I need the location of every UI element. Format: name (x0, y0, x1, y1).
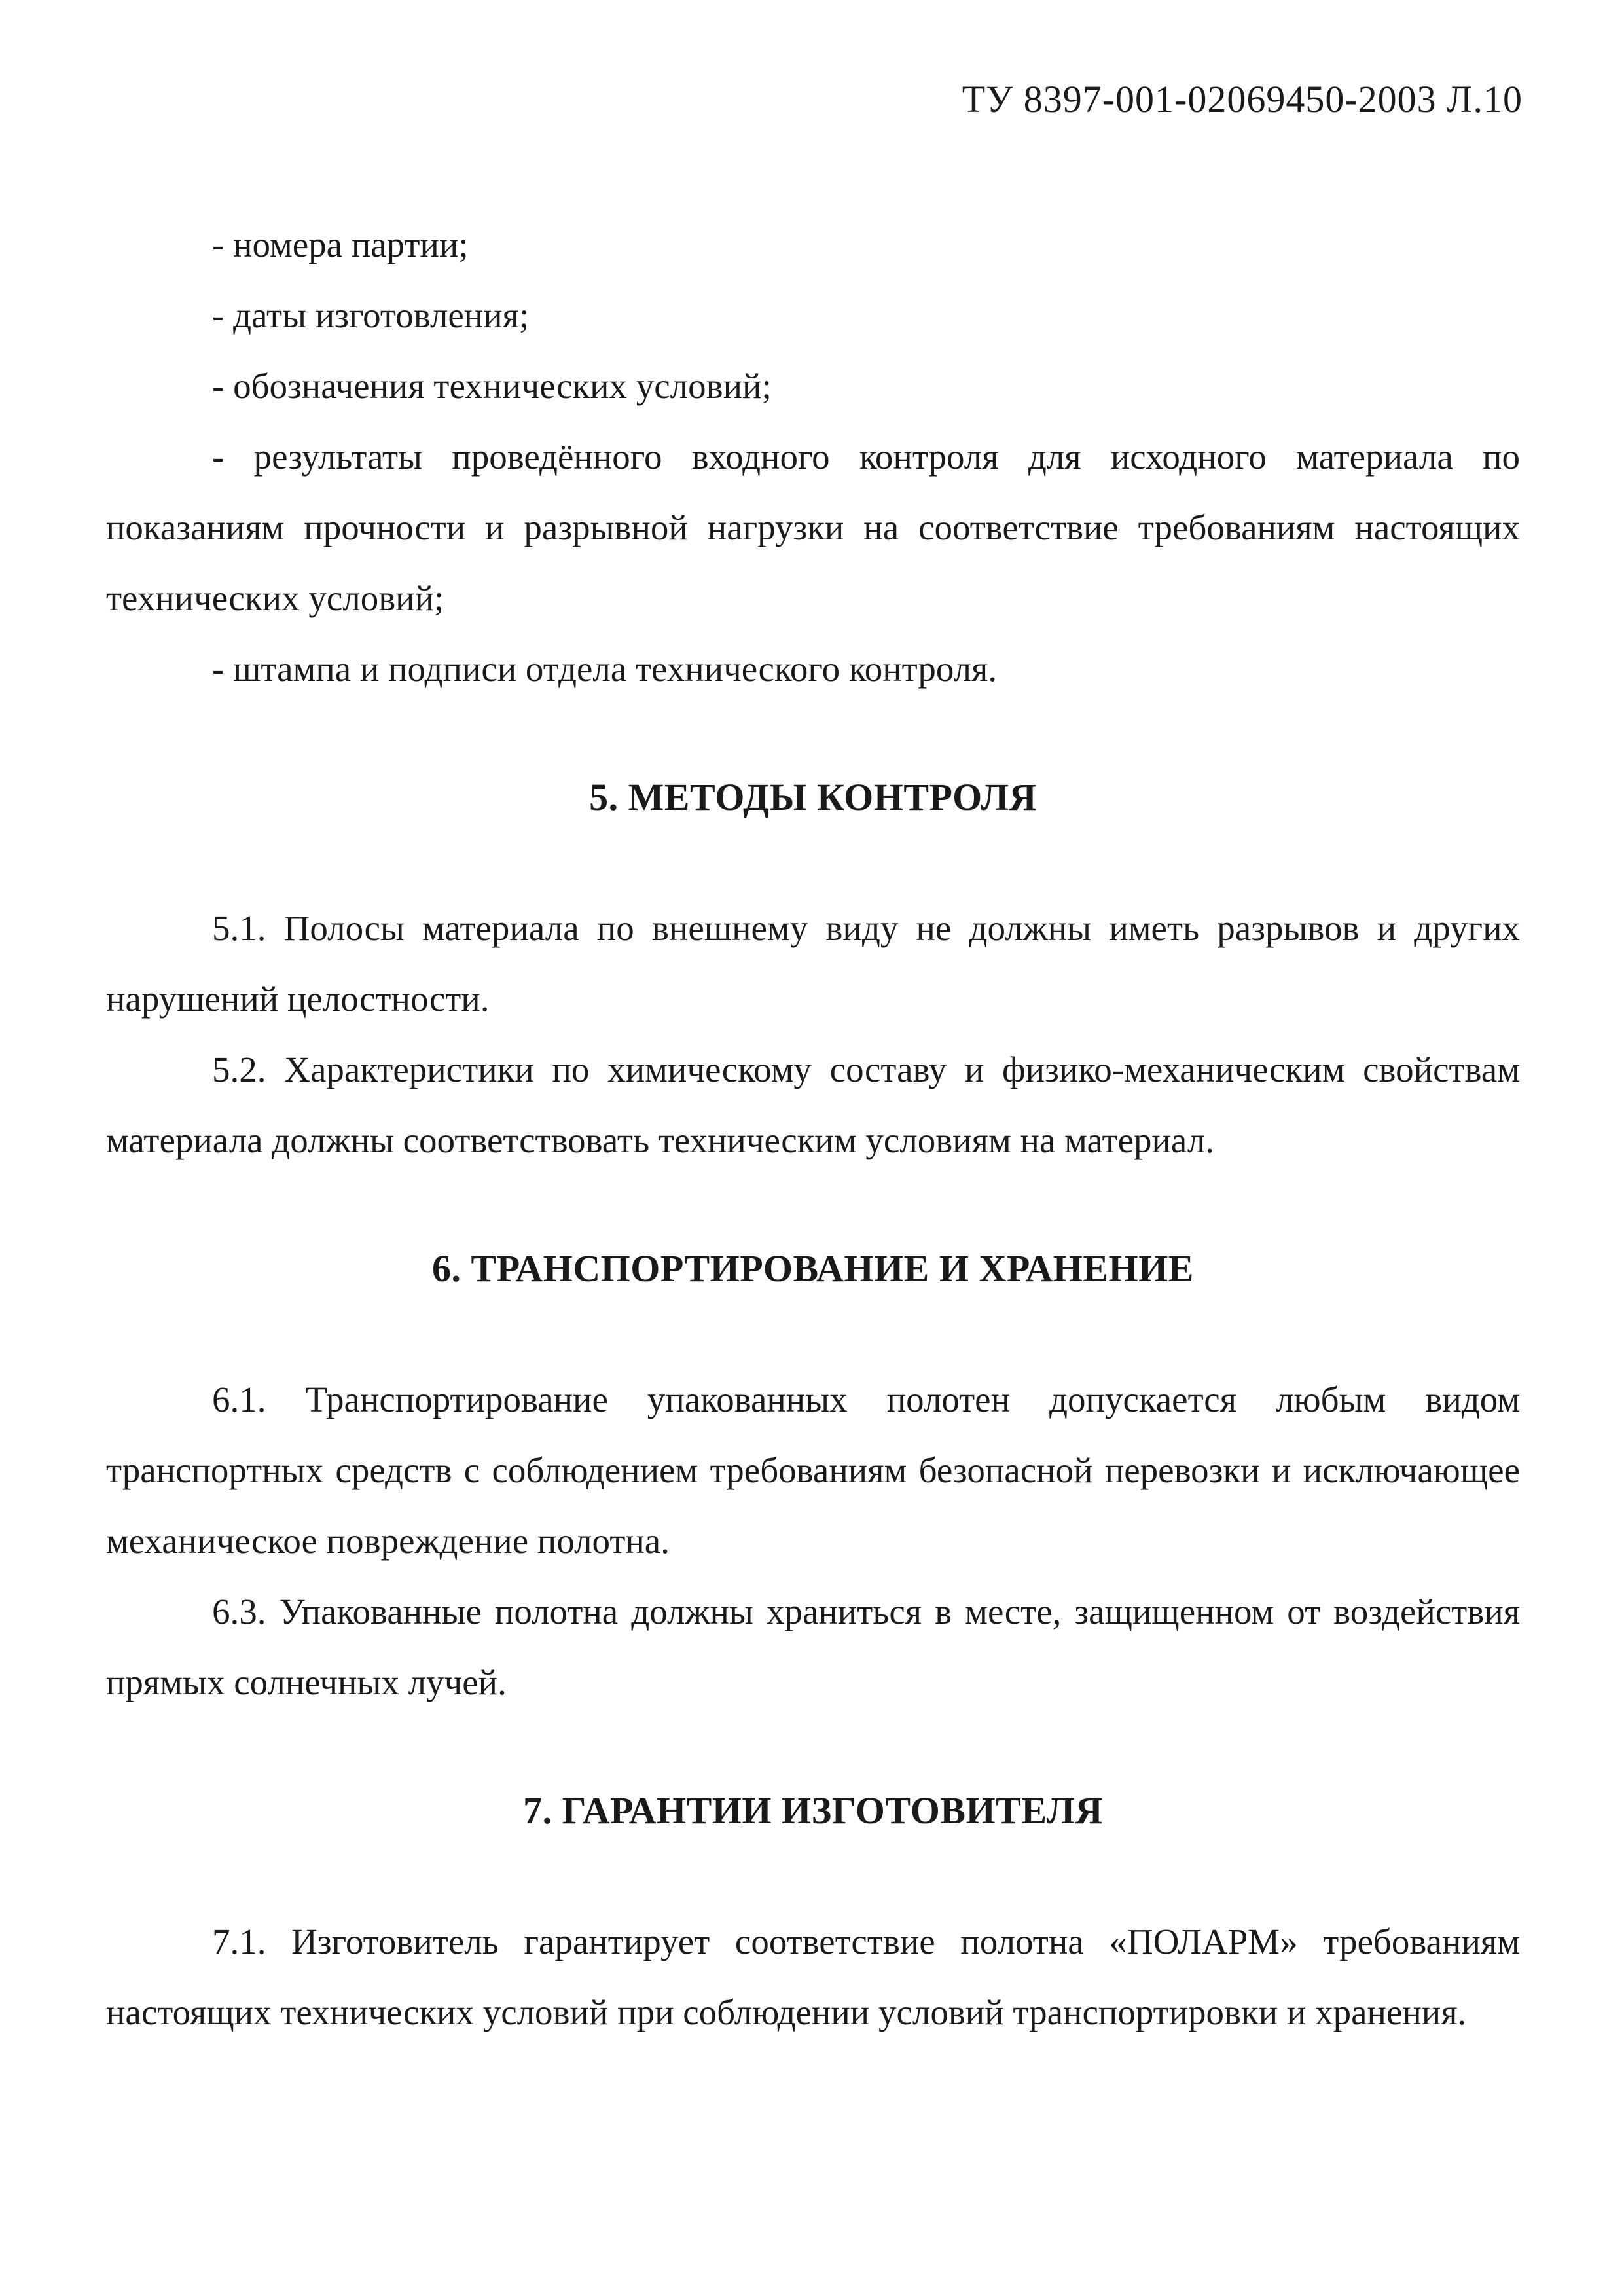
paragraph-6-3: 6.3. Упакованные полотна должны храниться в месте, защищенном от воздействия прямых солнечных лучей. (106, 1592, 1520, 1702)
paragraph-5-1: 5.1. Полосы материала по внешнему виду не должны иметь разрывов и других нарушений целостности. (106, 908, 1520, 1019)
list-item-spec-designation: - обозначения технических условий; (212, 366, 772, 406)
section-title-transport-storage: 6. ТРАНСПОРТИРОВАНИЕ И ХРАНЕНИЕ (432, 1247, 1194, 1290)
document-body (106, 210, 1520, 2048)
list-item-otk-stamp: - штампа и подписи отдела технического контроля. (212, 649, 998, 689)
paragraph-7-1: 7.1. Изготовитель гарантирует соответствие полотна «ПОЛАРМ» требованиям настоящих технических условий при соблюдении условий транспортировки и хранения. (106, 1922, 1520, 2032)
document-code-header: ТУ 8397-001-02069450-2003 Л.10 (962, 78, 1523, 120)
section-title-manufacturer-warranty: 7. ГАРАНТИИ ИЗГОТОВИТЕЛЯ (523, 1789, 1103, 1832)
section-title-control-methods: 5. МЕТОДЫ КОНТРОЛЯ (589, 776, 1037, 818)
list-item-batch-number: - номера партии; (212, 225, 469, 264)
list-item-manufacture-date: - даты изготовления; (212, 295, 530, 335)
list-item-inspection-results: - результаты проведённого входного контроля для исходного материала по показаниям прочности и разрывной нагрузки на соответствие требованиям настоящих технических условий; (106, 437, 1520, 618)
paragraph-6-1: 6.1. Транспортирование упакованных полотен допускается любым видом транспортных средств с соблюдением требованиям безопасной перевозки и исключающее механическое повреждение полотна. (106, 1379, 1520, 1561)
paragraph-5-2: 5.2. Характеристики по химическому составу и физико-механическим свойствам материала должны соответствовать техническим условиям на материал. (106, 1049, 1520, 1160)
